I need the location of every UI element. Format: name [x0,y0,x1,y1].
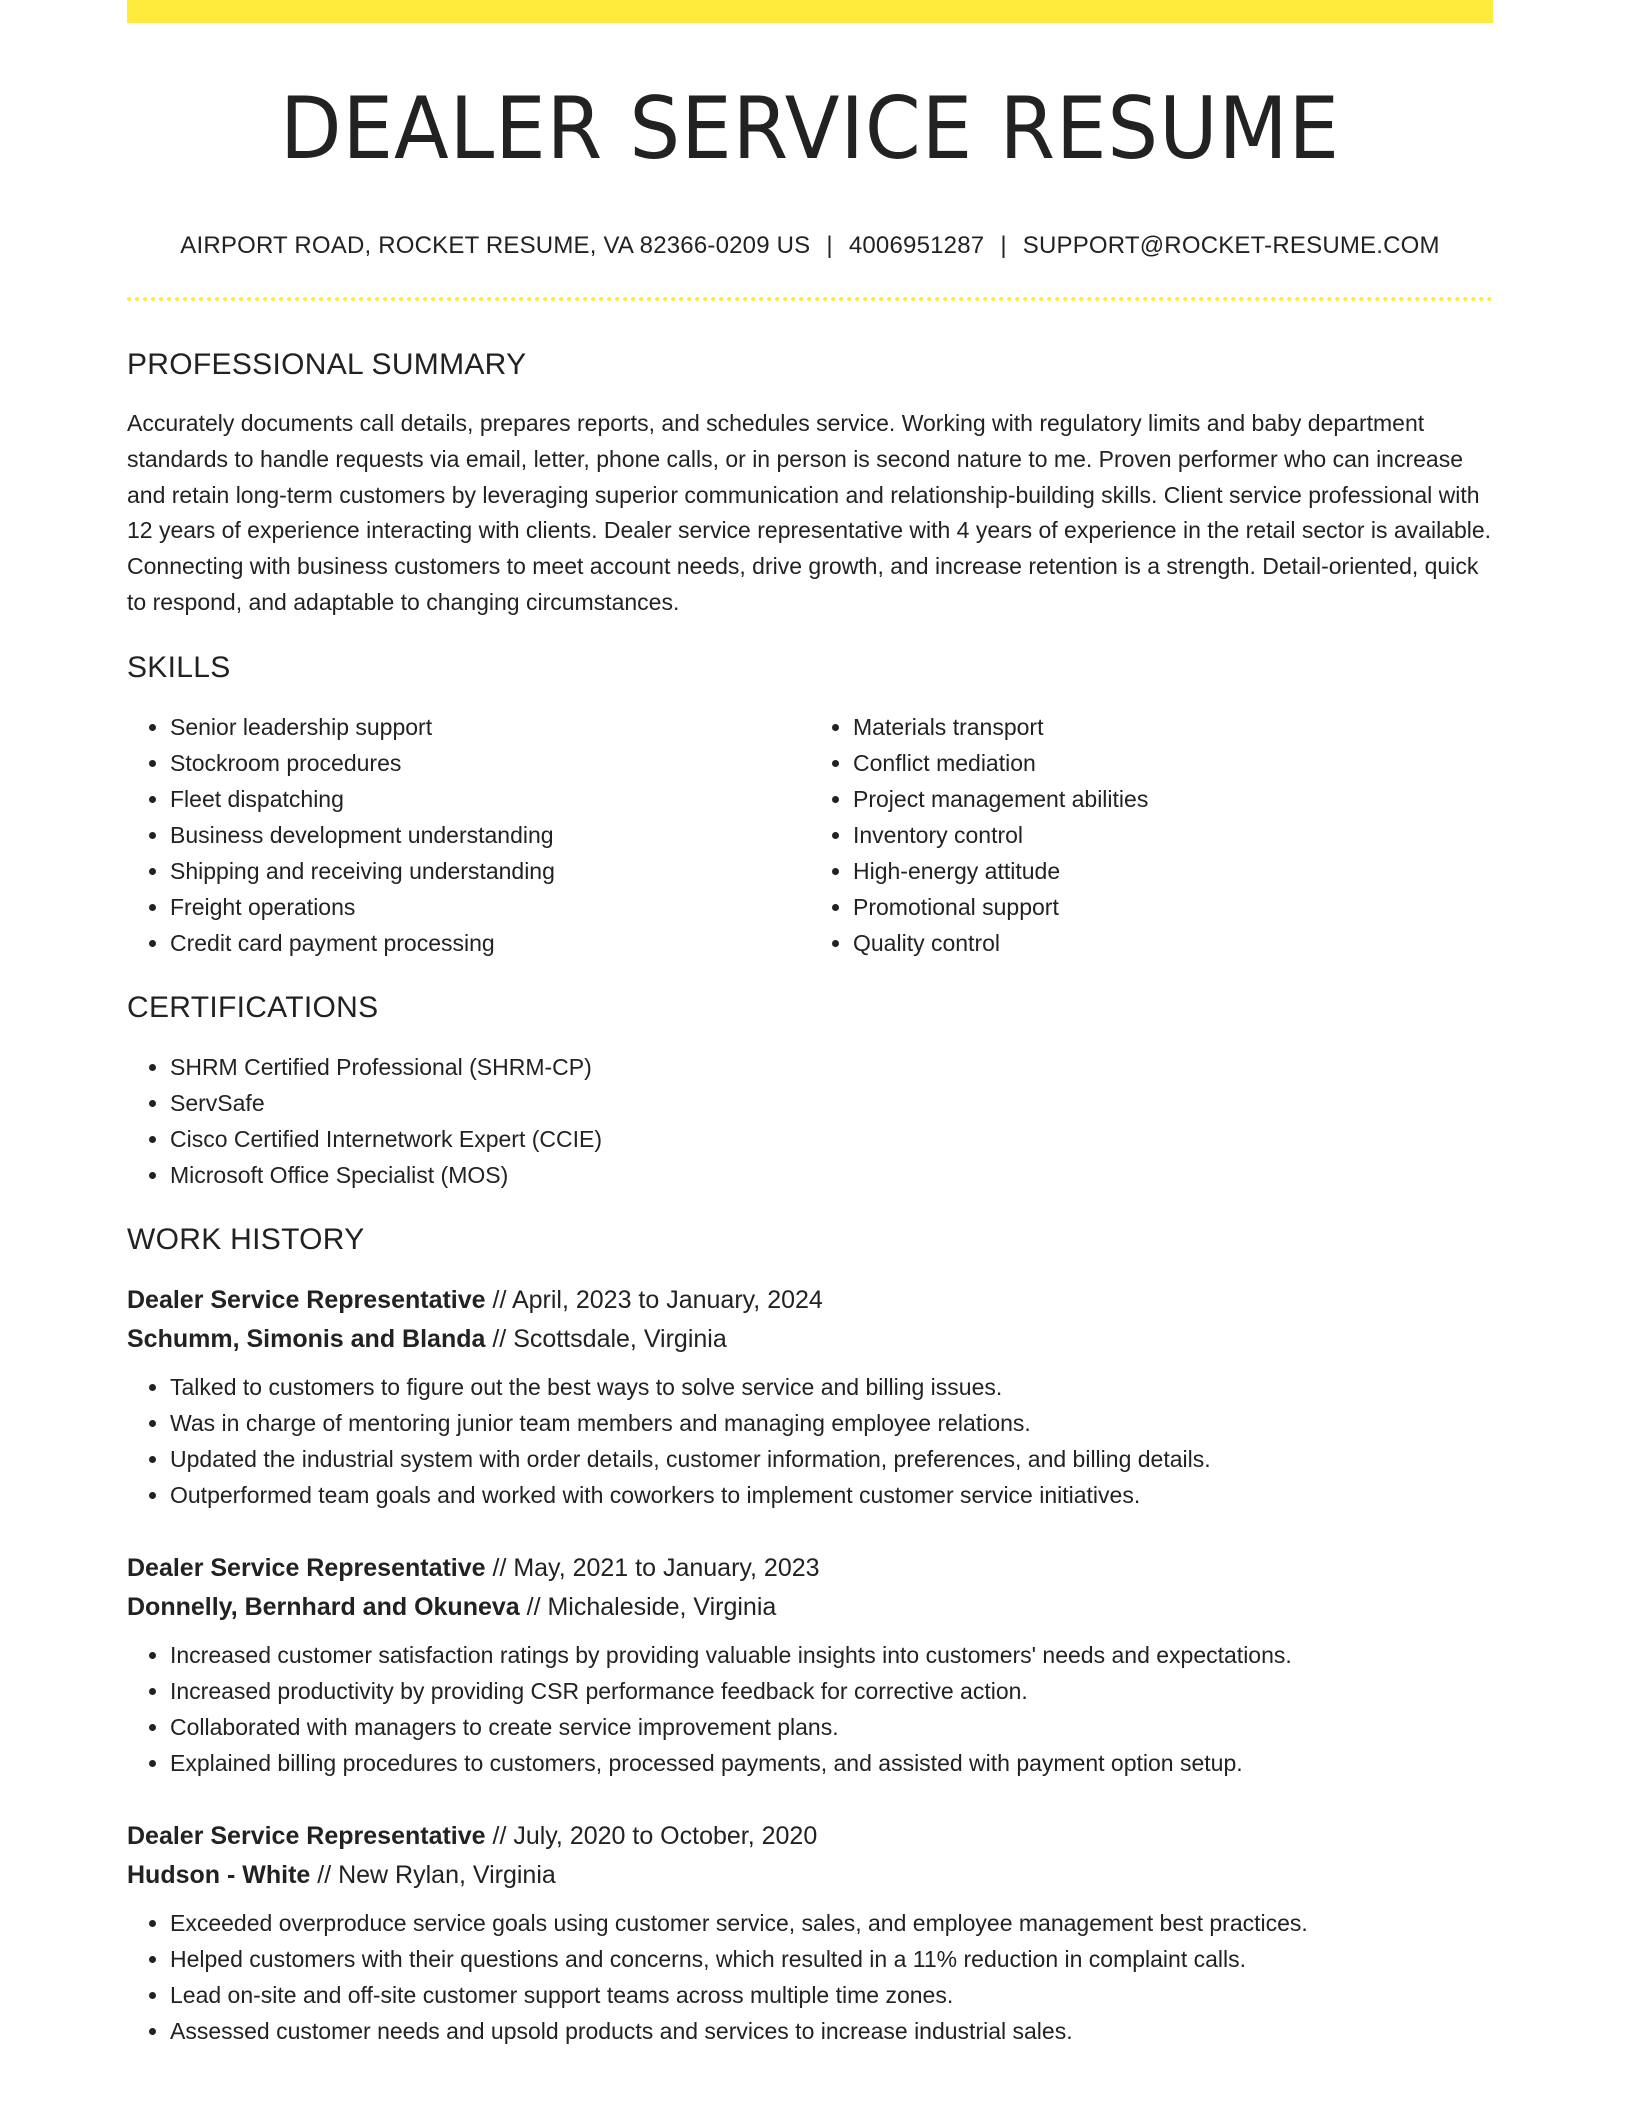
skills-columns [127,709,1493,961]
job-role: Dealer Service Representative [127,1285,486,1314]
job-location: // Michaleside, Virginia [519,1592,777,1621]
job-role-line [127,1817,1493,1856]
job-dates: // July, 2020 to October, 2020 [485,1821,818,1850]
contact-separator: | [1000,232,1007,259]
job-company: Schumm, Simonis and Blanda [127,1324,486,1353]
skill-item: • Stockroom procedures [170,745,810,781]
skills-list-right [810,709,1493,961]
skill-item: • Senior leadership support [170,709,810,745]
section-title-work-history: WORK HISTORY [127,1222,365,1256]
job-role-line [127,1549,1493,1588]
job-entry [127,1549,1493,1781]
resume-page [127,0,1493,2049]
job-company-line [127,1856,1493,1895]
section-title-certifications: CERTIFICATIONS [127,990,379,1024]
job-bullet: • Helped customers with their questions and concerns, which resulted in a 11% reduction in complaint calls. [170,1941,1493,1977]
job-bullet: • Was in charge of mentoring junior team members and managing employee relations. [170,1405,1493,1441]
accent-top-bar [127,0,1493,23]
skills-list-left [127,709,810,961]
job-role: Dealer Service Representative [127,1821,486,1850]
job-company: Hudson - White [127,1860,311,1889]
job-bullet: • Explained billing procedures to customers, processed payments, and assisted with payment option setup. [170,1745,1493,1781]
job-bullet: • Lead on-site and off-site customer support teams across multiple time zones. [170,1977,1493,2013]
job-location: // New Rylan, Virginia [310,1860,556,1889]
job-dates: // May, 2021 to January, 2023 [485,1553,820,1582]
skill-item: • Conflict mediation [853,745,1493,781]
job-entry [127,1281,1493,1513]
job-bullet: • Increased customer satisfaction ratings by providing valuable insights into customers' needs and expectations. [170,1637,1493,1673]
summary-text: Accurately documents call details, prepares reports, and schedules service. Working with regulatory limits and baby department standards to handle requests via email, letter, phone calls, or in person is second nature to me. Proven performer who can increase and retain long-term customers by leveraging superior communication and relationship-building skills. Client service professional with 12 years of experience interacting with clients. Dealer service representative with 4 years of experience in the retail sector is available. Connecting with business customers to meet account needs, drive growth, and increase retention is a strength. Detail-oriented, quick to respond, and adaptable to changing circumstances. [127,410,1492,615]
job-bullet: • Collaborated with managers to create service improvement plans. [170,1709,1493,1745]
skill-item: • High-energy attitude [853,853,1493,889]
skill-item: • Freight operations [170,889,810,925]
certification-item: • Microsoft Office Specialist (MOS) [170,1157,1493,1193]
skill-item: • Credit card payment processing [170,925,810,961]
job-bullet: • Talked to customers to figure out the best ways to solve service and billing issues. [170,1369,1493,1405]
skill-item: • Materials transport [853,709,1493,745]
skill-item: • Project management abilities [853,781,1493,817]
job-dates: // April, 2023 to January, 2024 [485,1285,823,1314]
certifications-list [127,1049,1493,1193]
job-bullet: • Updated the industrial system with order details, customer information, preferences, and billing details. [170,1441,1493,1477]
skill-item: • Quality control [853,925,1493,961]
job-bullets [127,1905,1493,2049]
job-bullet: • Outperformed team goals and worked with coworkers to implement customer service initiatives. [170,1477,1493,1513]
contact-email: SUPPORT@ROCKET-RESUME.COM [1022,232,1440,259]
section-title-skills: SKILLS [127,650,231,684]
dotted-divider [127,297,1493,301]
skill-item: • Promotional support [853,889,1493,925]
contact-line [127,232,1493,260]
job-bullet: • Assessed customer needs and upsold products and services to increase industrial sales. [170,2013,1493,2049]
job-company-line [127,1588,1493,1627]
contact-address: AIRPORT ROAD, ROCKET RESUME, VA 82366-0209 US [180,232,811,259]
resume-title: DEALER SERVICE RESUME [279,79,1341,179]
skill-item: • Inventory control [853,817,1493,853]
skill-item: • Business development understanding [170,817,810,853]
job-bullets [127,1637,1493,1781]
section-title-summary: PROFESSIONAL SUMMARY [127,348,527,381]
job-company-line [127,1320,1493,1359]
job-company: Donnelly, Bernhard and Okuneva [127,1592,520,1621]
job-bullet: • Exceeded overproduce service goals using customer service, sales, and employee management best practices. [170,1905,1493,1941]
skill-item: • Fleet dispatching [170,781,810,817]
job-bullets [127,1369,1493,1513]
job-entry [127,1817,1493,2049]
contact-separator: | [826,232,833,259]
job-location: // Scottsdale, Virginia [485,1324,727,1353]
skill-item: • Shipping and receiving understanding [170,853,810,889]
certification-item: • SHRM Certified Professional (SHRM-CP) [170,1049,1493,1085]
job-role-line [127,1281,1493,1320]
certification-item: • ServSafe [170,1085,1493,1121]
job-role: Dealer Service Representative [127,1553,486,1582]
certification-item: • Cisco Certified Internetwork Expert (CCIE) [170,1121,1493,1157]
contact-phone: 4006951287 [848,232,985,259]
job-bullet: • Increased productivity by providing CSR performance feedback for corrective action. [170,1673,1493,1709]
